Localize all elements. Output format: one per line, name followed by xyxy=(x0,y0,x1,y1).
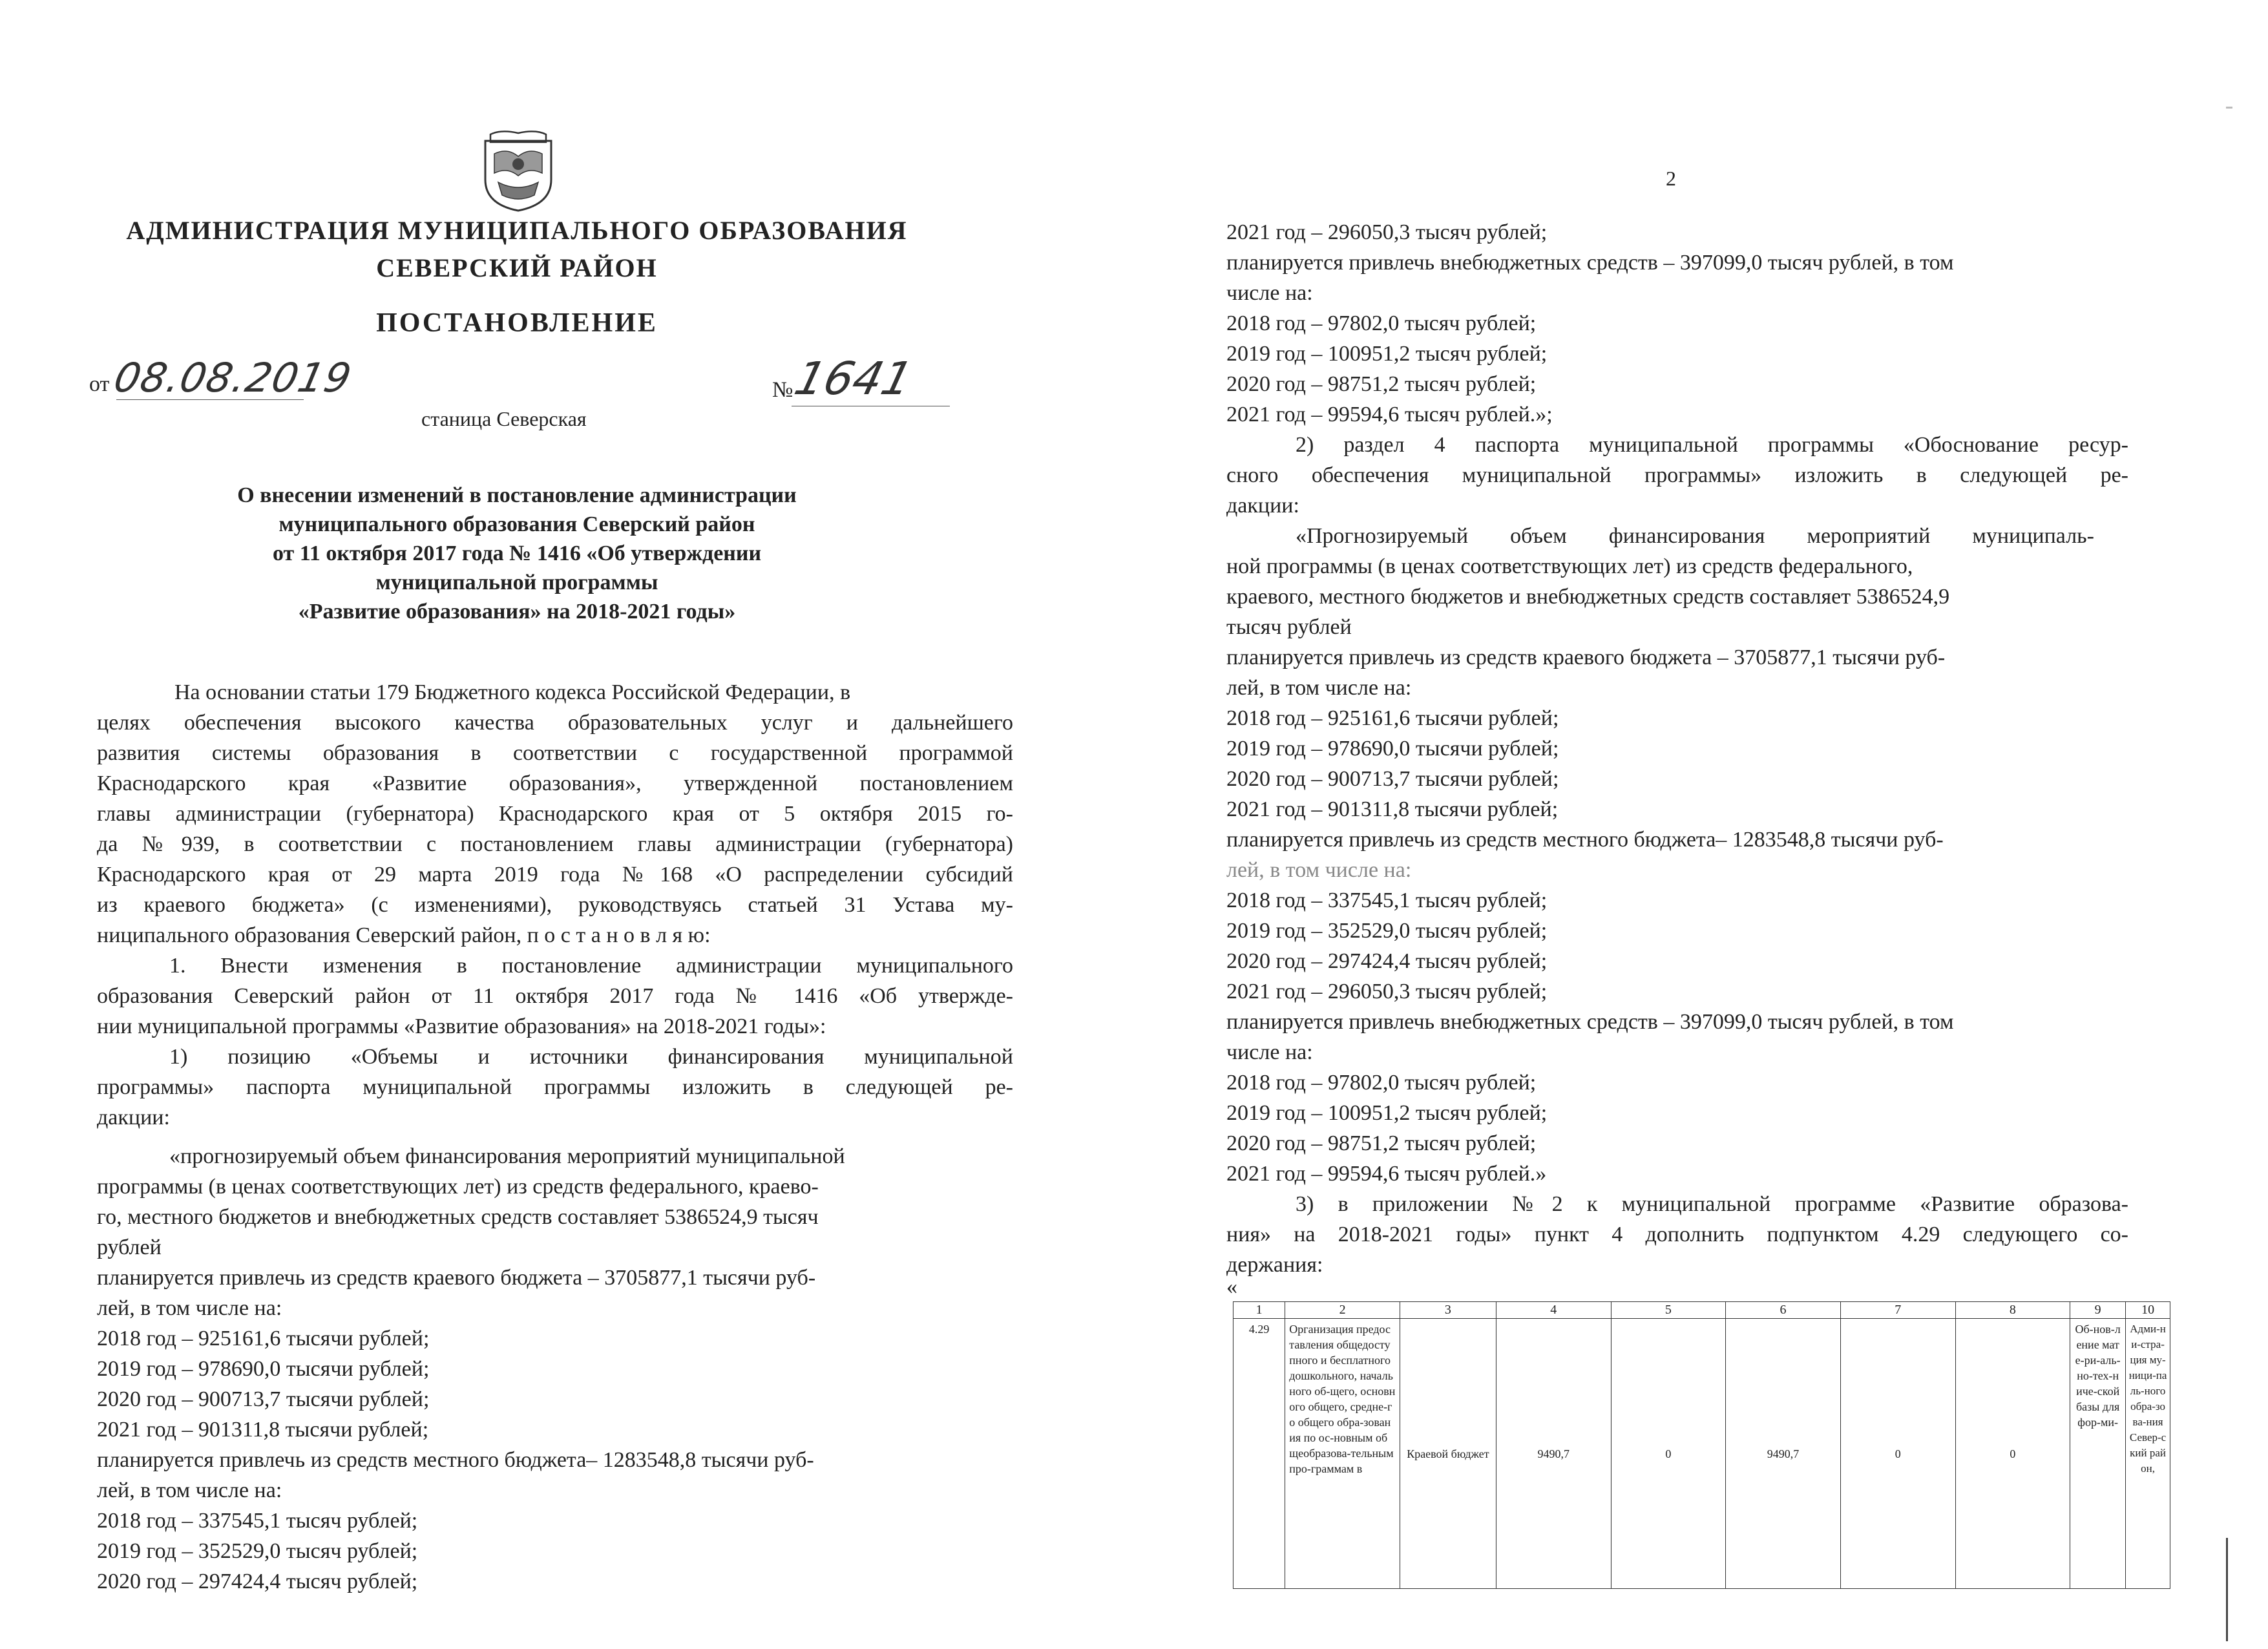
document-subject xyxy=(162,481,872,626)
body-line: сного обеспечения муниципальной программы» изложить в следующей ре- xyxy=(1226,463,2128,487)
row-number-cell: 4.29 xyxy=(1234,1319,1285,1589)
body-line: ной программы (в ценах соответствующих лет) из средств федерального, xyxy=(1226,554,1913,578)
body-line: 2018 год – 337545,1 тысяч рублей; xyxy=(1226,888,1548,912)
body-line: тысяч рублей xyxy=(1226,615,1352,639)
body-line: 2021 год – 296050,3 тысяч рублей; xyxy=(1226,220,1548,244)
table-header-cell: 8 xyxy=(1955,1302,2070,1319)
body-line: 1. Внести изменения в постановление администрации муниципального xyxy=(169,954,1013,978)
handwritten-number: 1641 xyxy=(789,352,918,405)
table-header-cell: 2 xyxy=(1285,1302,1400,1319)
body-line: 2020 год – 297424,4 тысяч рублей; xyxy=(97,1570,418,1593)
body-line: дакции: xyxy=(97,1106,170,1129)
table-header-cell: 9 xyxy=(2070,1302,2126,1319)
table-header-cell: 4 xyxy=(1496,1302,1611,1319)
body-line: 2021 год – 901311,8 тысячи рублей; xyxy=(1226,797,1559,821)
body-line: лей, в том числе на: xyxy=(97,1296,282,1320)
header-line2: СЕВЕРСКИЙ РАЙОН xyxy=(376,253,658,282)
header-organization xyxy=(113,212,921,287)
body-line: 2018 год – 97802,0 тысяч рублей; xyxy=(1226,1071,1537,1095)
body-line: 2021 год – 296050,3 тысяч рублей; xyxy=(1226,980,1548,1003)
body-line: 2019 год – 978690,0 тысячи рублей; xyxy=(1226,737,1559,761)
body-line: Краснодарского края от 29 марта 2019 года №168 «О распределении субсидий xyxy=(97,863,1013,887)
table-header-cell: 10 xyxy=(2126,1302,2170,1319)
body-line: 2019 год – 352529,0 тысяч рублей; xyxy=(1226,919,1548,943)
body-line: рублей xyxy=(97,1235,162,1259)
header-line1: АДМИНИСТРАЦИЯ МУНИЦИПАЛЬНОГО ОБРАЗОВАНИЯ xyxy=(126,216,908,245)
body-line: Краснодарского края «Развитие образования», утвержденной постановлением xyxy=(97,772,1013,795)
table-header-cell: 5 xyxy=(1611,1302,1726,1319)
subject-line: муниципального образования Северский район xyxy=(278,512,755,536)
body-line: 2019 год – 352529,0 тысяч рублей; xyxy=(97,1539,418,1563)
body-line: нии муниципальной программы «Развитие образования» на 2018-2021 годы»: xyxy=(97,1014,826,1038)
body-line: главы администрации (губернатора) Краснодарского края от 5 октября 2015 го- xyxy=(97,802,1013,826)
body-line: да №939, в соответствии с постановлением главы администрации (губернатора) xyxy=(97,832,1013,856)
table-header-row xyxy=(1234,1302,2170,1319)
document-type: ПОСТАНОВЛЕНИЕ xyxy=(376,308,658,338)
table-row xyxy=(1234,1319,2170,1589)
body-line: 2019 год – 100951,2 тысяч рублей; xyxy=(1226,1101,1548,1125)
body-line: целях обеспечения высокого качества образовательных услуг и дальнейшего xyxy=(97,711,1013,735)
body-line: планируется привлечь из средств местного бюджета– 1283548,8 тысячи руб- xyxy=(1226,828,1944,852)
body-line: 3) в приложении №2 к муниципальной программе «Развитие образова- xyxy=(1296,1192,2128,1216)
place: станица Северская xyxy=(421,407,587,430)
subject-line: О внесении изменений в постановление администрации xyxy=(237,483,797,507)
executor-cell: Адми-ни-стра-ция му-ници-паль-ного обра-зова-ния Север-ский район, xyxy=(2126,1319,2170,1589)
body-line: планируется привлечь из средств краевого бюджета – 3705877,1 тысячи руб- xyxy=(97,1266,816,1290)
page-number: 2 xyxy=(1666,167,1676,190)
coat-of-arms-emblem xyxy=(481,128,555,213)
body-line: программы (в ценах соответствующих лет) из средств федерального, краево- xyxy=(97,1175,819,1199)
body-line: 2019 год – 978690,0 тысячи рублей; xyxy=(97,1357,430,1381)
body-line: 2018 год – 925161,6 тысячи рублей; xyxy=(1226,706,1559,730)
body-line: 2018 год – 925161,6 тысячи рублей; xyxy=(97,1327,430,1350)
date-label: от xyxy=(89,372,110,396)
body-line: 2018 год – 337545,1 тысяч рублей; xyxy=(97,1509,418,1533)
body-line: образования Северский район от 11 октября 2017 года № 1416 «Об утвержде- xyxy=(97,984,1013,1008)
amount-2021-cell: 0 xyxy=(1955,1319,2070,1589)
body-line: 2020 год – 297424,4 тысяч рублей; xyxy=(1226,949,1548,973)
open-quote: « xyxy=(1226,1275,1237,1299)
body-line: из краевого бюджета» (с изменениями), руководствуясь статьей 31 Устава му- xyxy=(97,893,1013,917)
body-line: держания: xyxy=(1226,1253,1323,1277)
table-header-cell: 3 xyxy=(1400,1302,1496,1319)
body-line: 2021 год – 901311,8 тысячи рублей; xyxy=(97,1418,429,1442)
activity-cell: Организация предоставления общедоступного и бесплатного дошкольного, начального об-щего, основного общего, средне-го общего обра-зования по ос-новным общеобразова-тельным про-граммам в xyxy=(1285,1319,1400,1589)
body-line: лей, в том числе на: xyxy=(1226,858,1412,882)
subject-line: «Развитие образования» на 2018-2021 годы» xyxy=(298,600,736,624)
body-line: ниципального образования Северский район, п о с т а н о в л я ю: xyxy=(97,923,711,947)
subject-line: муниципальной программы xyxy=(375,571,658,594)
subject-line: от 11 октября 2017 года № 1416 «Об утверждении xyxy=(272,541,762,565)
body-line: 2018 год – 97802,0 тысяч рублей; xyxy=(1226,311,1537,335)
body-line: 2020 год – 900713,7 тысячи рублей; xyxy=(97,1387,430,1411)
body-line: числе на: xyxy=(1226,281,1313,305)
body-line: программы» паспорта муниципальной программы изложить в следующей ре- xyxy=(97,1075,1013,1099)
body-line: планируется привлечь внебюджетных средств – 397099,0 тысяч рублей, в том xyxy=(1226,251,1954,275)
body-line: ния» на 2018-2021 годы» пункт 4 дополнить подпунктом 4.29 следующего со- xyxy=(1226,1223,2128,1246)
source-cell: Краевой бюджет xyxy=(1400,1319,1496,1589)
body-line: го, местного бюджетов и внебюджетных средств составляет 5386524,9 тысяч xyxy=(97,1205,819,1229)
amount-total-cell: 9490,7 xyxy=(1496,1319,1611,1589)
body-line: 1) позицию «Объемы и источники финансирования муниципальной xyxy=(169,1045,1013,1069)
scan-mark xyxy=(2226,107,2232,109)
body-line: лей, в том числе на: xyxy=(97,1478,282,1502)
amount-2020-cell: 0 xyxy=(1840,1319,1955,1589)
body-line: 2019 год – 100951,2 тысяч рублей; xyxy=(1226,342,1548,366)
body-line: 2021 год – 99594,6 тысяч рублей.»; xyxy=(1226,403,1553,426)
body-line: планируется привлечь из средств местного бюджета– 1283548,8 тысячи руб- xyxy=(97,1448,814,1472)
date-underline xyxy=(116,399,304,400)
body-line: 2020 год – 900713,7 тысячи рублей; xyxy=(1226,767,1559,791)
amount-2018-cell: 0 xyxy=(1611,1319,1726,1589)
handwritten-date: 08.08.2019 xyxy=(110,354,356,401)
table-header-cell: 6 xyxy=(1726,1302,1841,1319)
result-cell: Об-нов-ление мате-ри-аль-но-тех-ниче-ской базы для фор-ми- xyxy=(2070,1319,2126,1589)
body-line: дакции: xyxy=(1226,494,1299,518)
amount-2019-cell: 9490,7 xyxy=(1726,1319,1841,1589)
body-line: краевого, местного бюджетов и внебюджетных средств составляет 5386524,9 xyxy=(1226,585,1950,609)
body-line: числе на: xyxy=(1226,1040,1313,1064)
body-line: «Прогнозируемый объем финансирования мероприятий муниципаль- xyxy=(1296,524,2094,548)
body-line: лей, в том числе на: xyxy=(1226,676,1412,700)
body-line: 2020 год – 98751,2 тысяч рублей; xyxy=(1226,1131,1537,1155)
body-line: 2) раздел 4 паспорта муниципальной программы «Обоснование ресур- xyxy=(1296,433,2128,457)
body-line: планируется привлечь из средств краевого бюджета – 3705877,1 тысячи руб- xyxy=(1226,646,1946,669)
body-line: планируется привлечь внебюджетных средств – 397099,0 тысяч рублей, в том xyxy=(1226,1010,1954,1034)
body-line: развития системы образования в соответствии с государственной программой xyxy=(97,741,1013,765)
body-line: «прогнозируемый объем финансирования мероприятий муниципальной xyxy=(169,1144,845,1168)
scan-edge-mark xyxy=(2226,1538,2228,1641)
body-line: 2020 год – 98751,2 тысяч рублей; xyxy=(1226,372,1537,396)
table-header-cell: 1 xyxy=(1234,1302,1285,1319)
program-table xyxy=(1233,1301,2170,1589)
number-label: № xyxy=(772,378,793,402)
body-line: 2021 год – 99594,6 тысяч рублей.» xyxy=(1226,1162,1547,1186)
table-header-cell: 7 xyxy=(1840,1302,1955,1319)
body-line: На основании статьи 179 Бюджетного кодекса Российской Федерации, в xyxy=(174,680,851,704)
